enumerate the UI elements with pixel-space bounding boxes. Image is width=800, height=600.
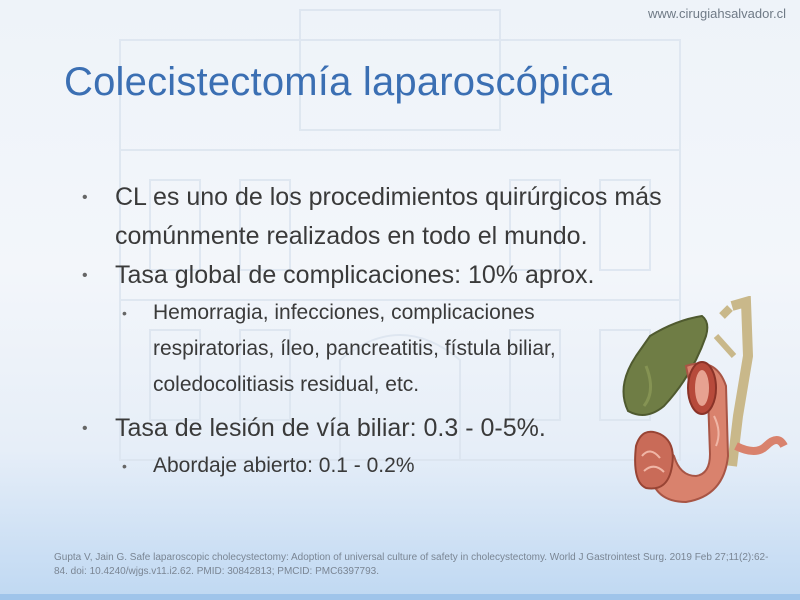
gallbladder-anatomy-illustration (606, 296, 796, 510)
reference-citation: Gupta V, Jain G. Safe laparoscopic cholecystectomy: Adoption of universal culture of safety in cholecystectomy. World J Gastrointest Surg. 2019 Feb 27;11(2):62-84. doi: 10.4240/wjgs.v11.i2.62. PMID: 30842813; PMCID: PMC6397793. (54, 552, 769, 577)
site-url: www.cirugiahsalvador.cl (647, 6, 786, 21)
bullet-item: • CL es uno de los procedimientos quirúrgicos más comúnmente realizados en todo el mundo. (80, 178, 760, 256)
sub-bullet-item: • Hemorragia, infecciones, complicaciones respiratorias, íleo, pancreatitis, fístula biliar, coledocolitiasis residual, etc. (118, 295, 593, 403)
sub-bullet-item: • Abordaje abierto: 0.1 - 0.2% (118, 448, 760, 484)
bullet-item: • Tasa de lesión de vía biliar: 0.3 - 0-5%. (80, 409, 760, 448)
bullet-item: • Tasa global de complicaciones: 10% aprox. (80, 256, 760, 295)
slide-title: Colecistectomía laparoscópica (64, 60, 613, 104)
bottom-accent-band (0, 594, 800, 600)
